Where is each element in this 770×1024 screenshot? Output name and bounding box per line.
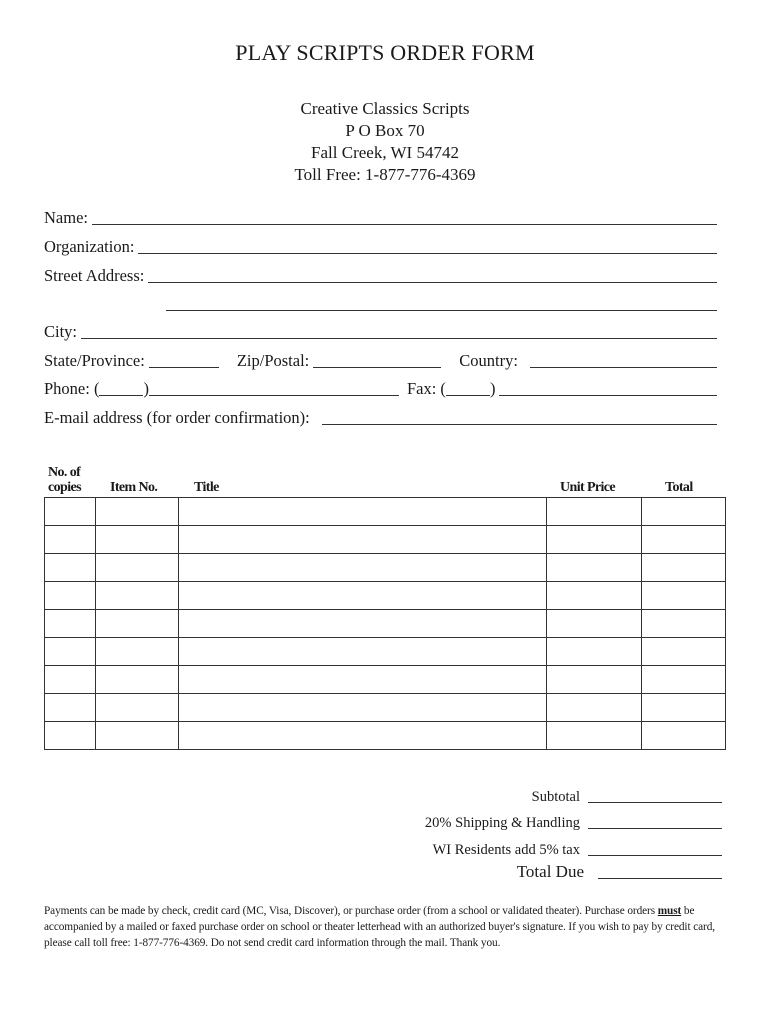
- title-cell[interactable]: [179, 526, 547, 554]
- company-toll-free: Toll Free: 1-877-776-4369: [294, 165, 476, 184]
- table-row: [45, 554, 726, 582]
- header-item-no: Item No.: [110, 480, 158, 495]
- street-address-line-2-rule[interactable]: [166, 295, 717, 311]
- item-no-cell[interactable]: [96, 582, 179, 610]
- tax-row: [433, 840, 722, 859]
- table-row: [45, 722, 726, 750]
- title-cell[interactable]: [179, 722, 547, 750]
- company-po-box: P O Box 70: [345, 121, 425, 140]
- subtotal-row: [532, 787, 722, 806]
- tax-label: WI Residents add 5% tax: [432, 842, 580, 858]
- zip-line[interactable]: [313, 352, 441, 368]
- subtotal-line[interactable]: [588, 787, 722, 803]
- table-row: [45, 526, 726, 554]
- unit-price-cell[interactable]: [547, 666, 642, 694]
- total-due-label: Total Due: [516, 862, 584, 881]
- total-cell[interactable]: [642, 722, 726, 750]
- country-label: Country:: [459, 351, 518, 370]
- title-cell[interactable]: [179, 610, 547, 638]
- name-line[interactable]: [92, 209, 717, 225]
- phone-number-line[interactable]: [149, 380, 399, 396]
- email-field[interactable]: [44, 406, 721, 428]
- item-no-cell[interactable]: [96, 498, 179, 526]
- total-cell[interactable]: [642, 694, 726, 722]
- table-row: [45, 666, 726, 694]
- table-row: [45, 498, 726, 526]
- title-cell[interactable]: [179, 554, 547, 582]
- title-cell[interactable]: [179, 498, 547, 526]
- total-cell[interactable]: [642, 666, 726, 694]
- fax-area-code-line[interactable]: [446, 380, 490, 396]
- organization-field[interactable]: [44, 235, 721, 257]
- company-city: Fall Creek, WI 54742: [311, 143, 459, 162]
- copies-cell[interactable]: [45, 666, 96, 694]
- item-no-cell[interactable]: [96, 694, 179, 722]
- header-copies-line1: No. of: [48, 465, 81, 480]
- unit-price-cell[interactable]: [547, 554, 642, 582]
- fax-number-line[interactable]: [499, 380, 717, 396]
- state-zip-country-row: [44, 349, 721, 371]
- total-cell[interactable]: [642, 526, 726, 554]
- state-label: State/Province:: [44, 351, 145, 370]
- form-title: PLAY SCRIPTS ORDER FORM: [235, 40, 535, 65]
- payment-note-part2: be accompanied by a mailed or faxed purchase order on school or theater letterhead with an authorized buyer's signature. If you wish to pay by credit card, please call toll free: 1-877-776-4369. Do not send credit card information through the mail. Thank you.: [44, 905, 715, 949]
- item-no-cell[interactable]: [96, 638, 179, 666]
- copies-cell[interactable]: [45, 498, 96, 526]
- copies-cell[interactable]: [45, 554, 96, 582]
- items-table: [44, 497, 726, 750]
- unit-price-cell[interactable]: [547, 526, 642, 554]
- subtotal-label: Subtotal: [531, 789, 580, 805]
- title-cell[interactable]: [179, 666, 547, 694]
- table-row: [45, 694, 726, 722]
- total-cell[interactable]: [642, 554, 726, 582]
- total-cell[interactable]: [642, 638, 726, 666]
- street-address-line[interactable]: [148, 267, 717, 283]
- title-cell[interactable]: [179, 694, 547, 722]
- unit-price-cell[interactable]: [547, 498, 642, 526]
- header-copies-line2: copies: [48, 480, 81, 495]
- tax-line[interactable]: [588, 840, 722, 856]
- company-name: Creative Classics Scripts: [300, 99, 470, 118]
- total-cell[interactable]: [642, 582, 726, 610]
- state-line[interactable]: [149, 352, 219, 368]
- street-address-line-2[interactable]: [162, 292, 721, 314]
- unit-price-cell[interactable]: [547, 694, 642, 722]
- copies-cell[interactable]: [45, 610, 96, 638]
- name-label: Name:: [44, 208, 88, 227]
- unit-price-cell[interactable]: [547, 638, 642, 666]
- city-label: City:: [44, 322, 78, 341]
- street-address-field[interactable]: [44, 264, 721, 286]
- unit-price-cell[interactable]: [547, 582, 642, 610]
- header-title: Title: [194, 480, 219, 495]
- email-line[interactable]: [322, 409, 717, 425]
- total-due-line[interactable]: [598, 863, 722, 879]
- shipping-row: [425, 813, 722, 832]
- fax-label: Fax: (: [406, 379, 446, 398]
- unit-price-cell[interactable]: [547, 610, 642, 638]
- name-field[interactable]: [44, 206, 721, 228]
- item-no-cell[interactable]: [96, 554, 179, 582]
- item-no-cell[interactable]: [96, 526, 179, 554]
- title-cell[interactable]: [179, 638, 547, 666]
- email-label: E-mail address (for order confirmation):: [44, 408, 310, 427]
- title-cell[interactable]: [179, 582, 547, 610]
- header-unit-price: Unit Price: [560, 480, 616, 495]
- item-no-cell[interactable]: [96, 610, 179, 638]
- header-copies: [48, 465, 81, 495]
- payment-note-emphasis: must: [657, 905, 682, 917]
- phone-paren-close: ): [143, 379, 149, 398]
- phone-label: Phone: (: [44, 379, 100, 398]
- copies-cell[interactable]: [45, 722, 96, 750]
- city-line[interactable]: [81, 323, 717, 339]
- table-row: [45, 582, 726, 610]
- total-cell[interactable]: [642, 498, 726, 526]
- phone-area-code-line[interactable]: [99, 380, 143, 396]
- item-no-cell[interactable]: [96, 666, 179, 694]
- unit-price-cell[interactable]: [547, 722, 642, 750]
- fax-paren-close: ): [489, 379, 496, 398]
- shipping-label: 20% Shipping & Handling: [424, 815, 580, 831]
- zip-label: Zip/Postal:: [236, 351, 310, 370]
- table-row: [45, 638, 726, 666]
- copies-cell[interactable]: [45, 582, 96, 610]
- organization-line[interactable]: [138, 238, 717, 254]
- organization-label: Organization:: [44, 237, 135, 256]
- phone-fax-row: [44, 377, 721, 399]
- header-total: Total: [665, 480, 693, 495]
- payment-note-part1: Payments can be made by check, credit card (MC, Visa, Discover), or purchase order (from a school or validated theater). Purchase orders: [44, 905, 658, 917]
- total-due-row: [517, 862, 722, 882]
- country-line[interactable]: [530, 352, 717, 368]
- item-no-cell[interactable]: [96, 722, 179, 750]
- table-row: [45, 610, 726, 638]
- copies-cell[interactable]: [45, 526, 96, 554]
- street-address-label: Street Address:: [44, 266, 145, 285]
- payment-note: [44, 903, 734, 951]
- city-field[interactable]: [44, 320, 721, 342]
- shipping-line[interactable]: [588, 813, 722, 829]
- copies-cell[interactable]: [45, 638, 96, 666]
- total-cell[interactable]: [642, 610, 726, 638]
- copies-cell[interactable]: [45, 694, 96, 722]
